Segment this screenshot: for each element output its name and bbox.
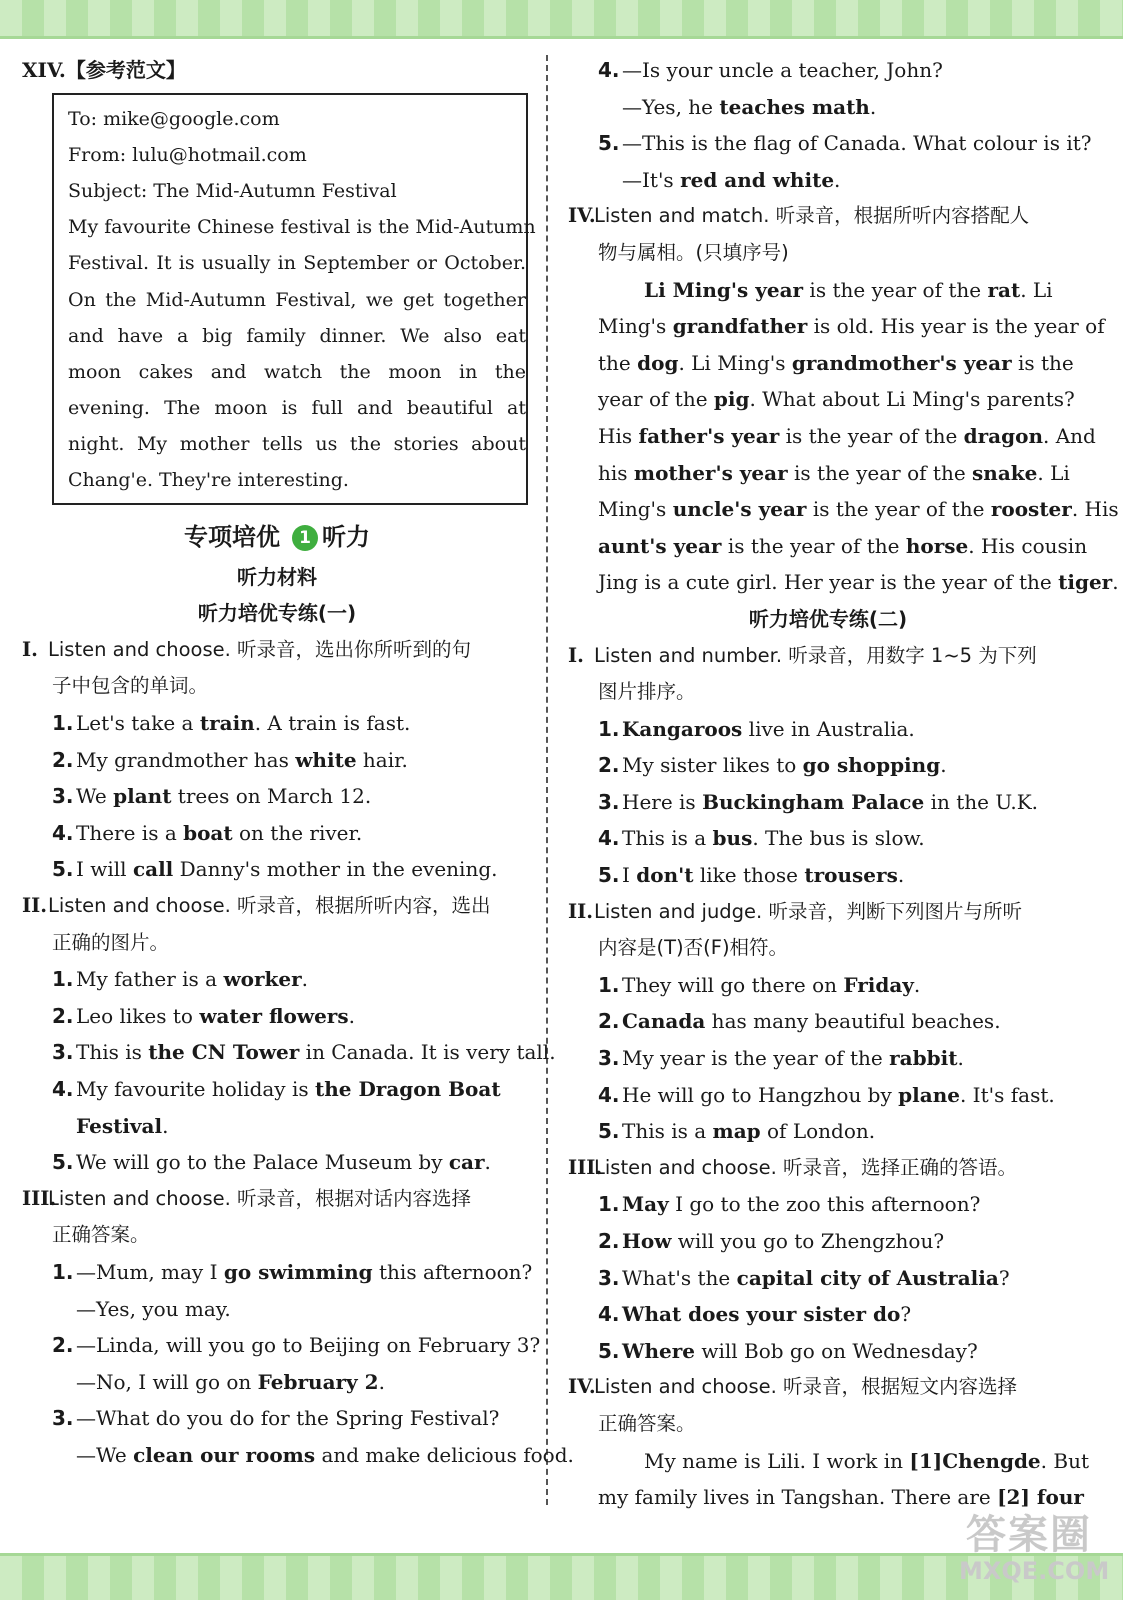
list-item: 2. Canada has many beautiful beaches. bbox=[598, 1009, 1001, 1034]
dialog-question: 3. —What do you do for the Spring Festival? bbox=[52, 1406, 500, 1431]
d2-s1-heading: I. Listen and number. 听录音，用数字 1~5 为下列 bbox=[568, 643, 1037, 667]
passage-line: Ming's grandfather is old. His year is the year of bbox=[598, 314, 1105, 339]
list-item: 4. There is a boat on the river. bbox=[52, 820, 363, 845]
list-item: 5. Where will Bob go on Wednesday? bbox=[598, 1338, 978, 1363]
email-body-line: On the Mid-Autumn Festival, we get together bbox=[68, 288, 526, 311]
d1-s3-heading: III.Listen and choose. 听录音，根据对话内容选择 bbox=[22, 1186, 472, 1210]
d2-s2-heading: II.Listen and judge. 听录音，判断下列图片与所听 bbox=[568, 899, 1022, 923]
passage-line: My name is Lili. I work in [1]Chengde. But bbox=[644, 1448, 1089, 1473]
email-from: From: lulu@hotmail.com bbox=[68, 143, 307, 166]
list-item: 3. What's the capital city of Australia? bbox=[598, 1265, 1010, 1290]
list-item: 3. Here is Buckingham Palace in the U.K. bbox=[598, 789, 1038, 814]
list-item: 2. My sister likes to go shopping. bbox=[598, 753, 947, 778]
passage-line: aunt's year is the year of the horse. His cousin bbox=[598, 533, 1088, 558]
email-body-line: Chang'e. They're interesting. bbox=[68, 469, 349, 492]
passage-line: Ming's uncle's year is the year of the rooster. His bbox=[598, 497, 1119, 522]
d1-s2-heading: II.Listen and choose. 听录音，根据所听内容，选出 bbox=[22, 894, 491, 917]
dialog-question: 4. —Is your uncle a teacher, John? bbox=[598, 58, 943, 82]
list-item: 5. I don't like those trousers. bbox=[598, 863, 905, 888]
list-item: 4. What does your sister do? bbox=[598, 1302, 912, 1327]
d1-s1-heading: I. Listen and choose. 听录音，选出你所听到的句 bbox=[22, 637, 472, 661]
list-item: 4. My favourite holiday is the Dragon Boat bbox=[52, 1076, 501, 1101]
passage-line: my family lives in Tangshan. There are [2] four bbox=[598, 1485, 1084, 1510]
dialog-question: 1. —Mum, may I go swimming this afternoon? bbox=[52, 1259, 533, 1284]
list-item: 5. We will go to the Palace Museum by car. bbox=[52, 1150, 491, 1175]
special-title: 专项培优 1 听力 bbox=[184, 522, 370, 551]
d1-s4-heading: IV.Listen and match. 听录音，根据所听内容搭配人 bbox=[568, 204, 1030, 228]
bottom-decorative-band bbox=[0, 1553, 1123, 1600]
list-item: 5. This is a map of London. bbox=[598, 1119, 876, 1144]
number-badge-icon: 1 bbox=[292, 525, 318, 551]
list-item: 1. Let's take a train. A train is fast. bbox=[52, 711, 411, 736]
drill1-title: 听力培优专练(一) bbox=[197, 601, 357, 626]
email-body-line: night. My mother tells us the stories about bbox=[68, 433, 526, 456]
material-title: 听力材料 bbox=[237, 564, 317, 589]
email-body-line: evening. The moon is full and beautiful at bbox=[68, 397, 526, 420]
sample-email-box bbox=[52, 93, 536, 505]
dialog-answer: —Yes, he teaches math. bbox=[622, 94, 877, 119]
email-to: To: mike@google.com bbox=[68, 107, 280, 130]
email-body-line: moon cakes and watch the moon in the bbox=[68, 360, 526, 383]
list-item: 4. He will go to Hangzhou by plane. It's fast. bbox=[598, 1082, 1055, 1107]
top-decorative-band bbox=[0, 0, 1123, 39]
passage-line: His father's year is the year of the dragon. And bbox=[598, 423, 1096, 448]
watermark-url: MXQE.COM bbox=[959, 1557, 1110, 1585]
d2-s2-heading-cont: 内容是(T)否(F)相符。 bbox=[598, 936, 789, 960]
d2-s4-heading: IV.Listen and choose. 听录音，根据短文内容选择 bbox=[568, 1375, 1018, 1399]
list-item: 2. How will you go to Zhengzhou? bbox=[598, 1229, 945, 1253]
passage-line: Li Ming's year is the year of the rat. Li bbox=[644, 277, 1053, 302]
email-body-line: My favourite Chinese festival is the Mid-Autumn bbox=[68, 216, 536, 239]
email-body-line: Festival. It is usually in September or October. bbox=[68, 252, 526, 275]
list-item: 1. They will go there on Friday. bbox=[598, 972, 921, 997]
d1-s1-heading-cont: 子中包含的单词。 bbox=[52, 674, 209, 698]
dialog-answer: —Yes, you may. bbox=[76, 1296, 231, 1321]
list-item: 1. My father is a worker. bbox=[52, 967, 309, 992]
list-item: 3. This is the CN Tower in Canada. It is very tall. bbox=[52, 1040, 556, 1065]
watermark-logo bbox=[959, 1512, 1110, 1592]
list-item: 1. Kangaroos live in Australia. bbox=[598, 716, 915, 741]
d2-s1-heading-cont: 图片排序。 bbox=[598, 680, 696, 704]
drill2-title: 听力培优专练(二) bbox=[748, 606, 908, 631]
list-item: 3. My year is the year of the rabbit. bbox=[598, 1046, 964, 1071]
d2-s3-heading: III.Listen and choose. 听录音，选择正确的答语。 bbox=[568, 1155, 1018, 1179]
dialog-question: 2. —Linda, will you go to Beijing on February 3? bbox=[52, 1333, 541, 1358]
passage-line: year of the pig. What about Li Ming's parents? bbox=[598, 387, 1075, 412]
list-item-cont: Festival. bbox=[76, 1113, 169, 1138]
passage-line: his mother's year is the year of the snake. Li bbox=[598, 460, 1070, 485]
passage-line: the dog. Li Ming's grandmother's year is the bbox=[598, 350, 1074, 375]
list-item: 5. I will call Danny's mother in the evening. bbox=[52, 857, 498, 882]
section-xiv-heading: XIV.【参考范文】 bbox=[22, 58, 186, 82]
column-divider bbox=[546, 55, 548, 1505]
right-column bbox=[568, 52, 1119, 1516]
list-item: 2. My grandmother has white hair. bbox=[52, 747, 408, 772]
dialog-answer: —No, I will go on February 2. bbox=[76, 1369, 385, 1394]
d1-s2-heading-cont: 正确的图片。 bbox=[52, 930, 170, 954]
passage-line: Jing is a cute girl. Her year is the year of the tiger. bbox=[598, 570, 1119, 595]
dialog-answer: —We clean our rooms and make delicious food. bbox=[76, 1442, 574, 1467]
email-subject: Subject: The Mid-Autumn Festival bbox=[68, 179, 397, 202]
email-body-line: and have a big family dinner. We also eat bbox=[68, 324, 526, 347]
list-item: 1. May I go to the zoo this afternoon? bbox=[598, 1192, 981, 1217]
d1-s3-heading-cont: 正确答案。 bbox=[52, 1223, 150, 1247]
dialog-answer: —It's red and white. bbox=[622, 167, 841, 192]
watermark-mark: 答案圈 bbox=[966, 1512, 1092, 1558]
d2-s4-heading-cont: 正确答案。 bbox=[598, 1411, 696, 1435]
left-column bbox=[22, 52, 574, 1474]
d1-s4-heading-cont: 物与属相。(只填序号) bbox=[598, 240, 789, 264]
dialog-question: 5. —This is the flag of Canada. What colour is it? bbox=[598, 131, 1092, 156]
list-item: 4. This is a bus. The bus is slow. bbox=[598, 826, 925, 851]
list-item: 3. We plant trees on March 12. bbox=[52, 784, 372, 809]
list-item: 2. Leo likes to water flowers. bbox=[52, 1003, 355, 1028]
